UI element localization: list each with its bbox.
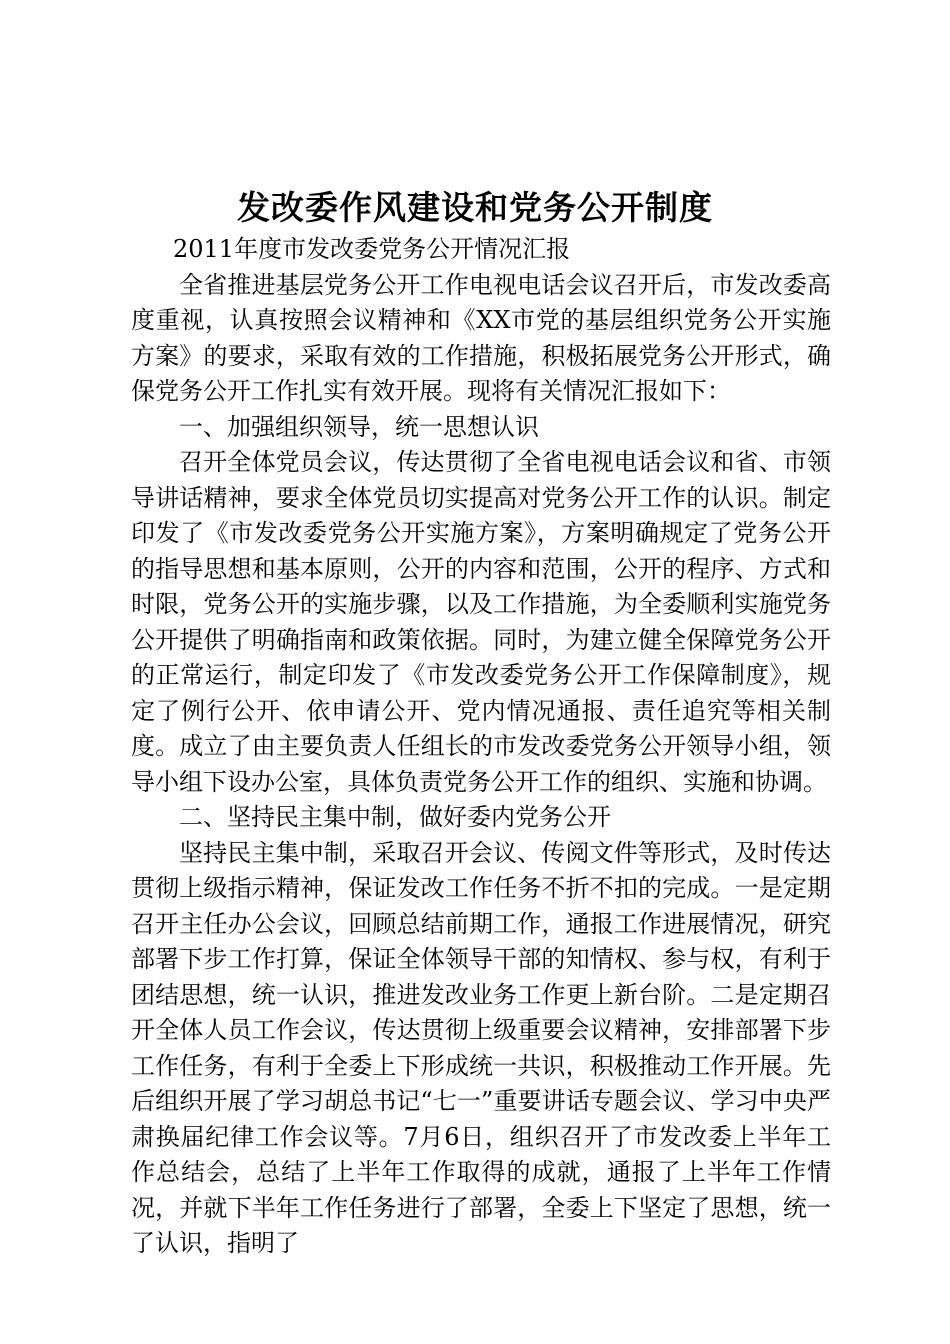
section-2-heading: 二、坚持民主集中制，做好委内党务公开 <box>179 803 611 831</box>
section-2-paragraph: 坚持民主集中制，采取召开会议、传阅文件等形式，及时传达贯彻上级指示精神，保证发改工作任务不折不扣的完成。一是定期召开主任办公会议，回顾总结前期工作，通报工作进展情况，研究部署下步工作打算，保证全体领导干部的知情权、参与权，有利于团结思想，统一认识，推进发改业务工作更上新台阶。二是定期召开全体人员工作会议，传达贯彻上级重要会议精神，安排部署下步工作任务，有利于全委上下形成统一共识，积极推动工作开展。先后组织开展了学习胡总书记“七一”重要讲话专题会议、学习中央严肃换届纪律工作会议等。7月6日，组织召开了市发改委上半年工作总结会，总结了上半年工作取得的成就，通报了上半年工作情况，并就下半年工作任务进行了部署，全委上下坚定了思想，统一了认识，指明了 <box>131 838 831 1257</box>
section-1-paragraph: 召开全体党员会议，传达贯彻了全省电视电话会议和省、市领导讲话精神，要求全体党员切实提高对党务公开工作的认识。制定印发了《市发改委党务公开实施方案》，方案明确规定了党务公开的指导思想和基本原则，公开的内容和范围，公开的程序、方式和时限，党务公开的实施步骤，以及工作措施，为全委顺利实施党务公开提供了明确指南和政策依据。同时，为建立健全保障党务公开的正常运行，制定印发了《市发改委党务公开工作保障制度》，规定了例行公开、依申请公开、党内情况通报、责任追究等相关制度。成立了由主要负责人任组长的市发改委党务公开领导小组，领导小组下设办公室，具体负责党务公开工作的组织、实施和协调。 <box>131 448 831 796</box>
document-title: 发改委作风建设和党务公开制度 <box>237 188 713 227</box>
document-body <box>131 232 831 1262</box>
intro-paragraph: 全省推进基层党务公开工作电视电话会议召开后，市发改委高度重视，认真按照会议精神和《XX市党的基层组织党务公开实施方案》的要求，采取有效的工作措施，积极拓展党务公开形式，确保党务公开工作扎实有效开展。现将有关情况汇报如下： <box>131 270 831 405</box>
report-subtitle: 2011年度市发改委党务公开情况汇报 <box>173 235 571 263</box>
section-1-heading: 一、加强组织领导，统一思想认识 <box>179 412 539 441</box>
